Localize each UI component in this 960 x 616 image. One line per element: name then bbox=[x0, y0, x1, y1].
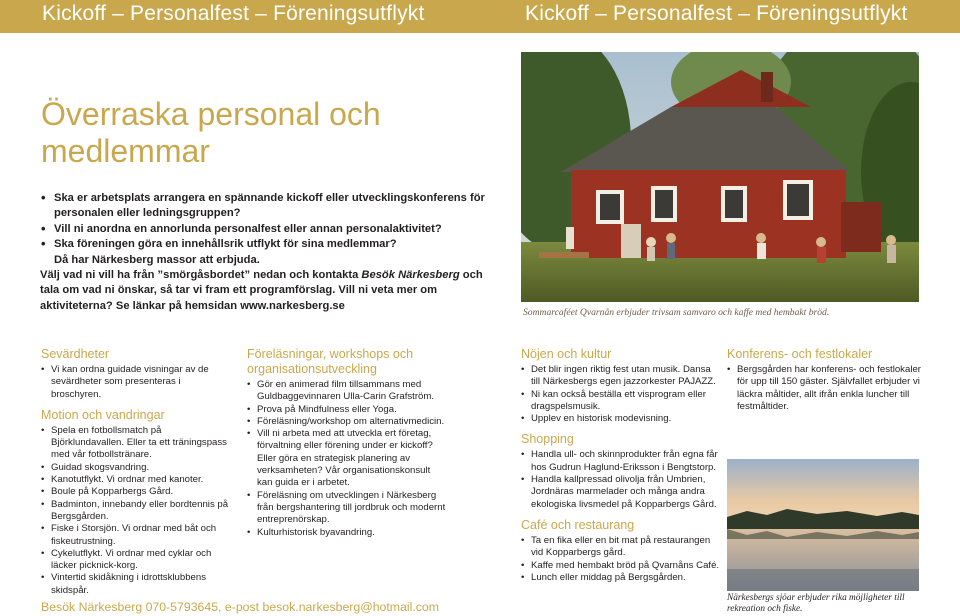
column-noje bbox=[521, 347, 721, 584]
list-motion bbox=[41, 425, 231, 597]
intro-offer: Då har Närkesberg massor att erbjuda. bbox=[54, 253, 260, 266]
list-item: • Guidad skogsvandring. bbox=[41, 462, 231, 474]
list-item: • Fiske i Storsjön. Vi ordnar med båt och fiskeutrustning. bbox=[41, 523, 231, 548]
photo-caption-lake: Närkesbergs sjöar erbjuder rika möjligheter till rekreation och fiske. bbox=[727, 593, 905, 614]
column-forelasningar bbox=[247, 347, 447, 539]
heading-motion: Motion och vandringar bbox=[41, 407, 165, 422]
list-forelasningar bbox=[247, 379, 447, 539]
list-item: • Handla kallpressad olivolja från Umbrien, Jordnäras marmelader och många andra ekologiska livsmedel på Kopparbergs Gård. bbox=[521, 474, 721, 511]
list-item: • Föreläsning om utvecklingen i Närkesberg från bergshantering till jordbruk och modernt entreprenörskap. bbox=[247, 490, 447, 527]
list-shopping bbox=[521, 449, 721, 510]
list-item: • Vill ni arbeta med att utveckla ert företag, förvaltning eller förening under er kickoff? Eller göra en strategisk planering av verksamheten? Vår organisationskonsult kan guida er i arbetet. bbox=[247, 428, 447, 489]
list-item: • Upplev en historisk modevisning. bbox=[521, 413, 721, 425]
page-headline: Överraska personal och medlemmar bbox=[41, 96, 381, 169]
list-item: • Lunch eller middag på Bergsgården. bbox=[521, 572, 721, 584]
list-item: • Kanotutflykt. Vi ordnar med kanoter. bbox=[41, 474, 231, 486]
list-item: • Föreläsning/workshop om alternativmedicin. bbox=[247, 416, 447, 428]
list-item: • Boule på Kopparbergs Gård. bbox=[41, 486, 231, 498]
column-sevardheter bbox=[41, 347, 231, 597]
list-item: • Gör en animerad film tillsammans med Guldbaggevinnaren Ulla-Carin Grafström. bbox=[247, 379, 447, 404]
list-item: • Det blir ingen riktig fest utan musik. Dansa till Närkesbergs egen jazzorkester PAJAZZ. bbox=[521, 364, 721, 389]
column-konferens bbox=[727, 347, 927, 413]
list-item: • Badminton, innebandy eller bordtennis på Bergsgården. bbox=[41, 499, 231, 524]
photo-caption-house: Sommarcaféet Qvarnån erbjuder trivsam samvaro och kaffe med hembakt bröd. bbox=[523, 307, 830, 318]
list-item: • Spela en fotbollsmatch på Björklundavallen. Eller ta ett träningspass med vår fotbollstränare. bbox=[41, 425, 231, 462]
header-title-left: Kickoff – Personalfest – Föreningsutflykt bbox=[42, 2, 425, 25]
list-item: • Cykelutflykt. Vi ordnar med cyklar och läcker picknick-korg. bbox=[41, 548, 231, 573]
list-item: • Vintertid skidåkning i idrottsklubbens skidspår. bbox=[41, 572, 231, 597]
list-item: • Ta en fika eller en bit mat på restaurangen vid Kopparbergs gård. bbox=[521, 535, 721, 560]
list-cafe bbox=[521, 535, 721, 584]
list-item: • Kaffe med hembakt bröd på Qvarnåns Café. bbox=[521, 560, 721, 572]
heading-konferens: Konferens- och festlokaler bbox=[727, 347, 873, 361]
list-item: • Bergsgården har konferens- och festlokaler för upp till 150 gäster. Självfallet erbjuder vi läckra måltider, allt ifrån enkla luncher till festmåltider. bbox=[727, 364, 927, 413]
heading-sevardheter: Sevärdheter bbox=[41, 347, 110, 361]
intro-instructions-b: och tala om vad ni önskar, så tar vi fram ett programförslag. Vill ni veta mer om aktiviteterna? Se länkar på hemsidan www.narkesberg.se bbox=[40, 269, 483, 312]
photo-red-house bbox=[521, 52, 919, 302]
intro-question-2: • Vill ni anordna en annorlunda personalfest eller annan personalaktivitet? bbox=[40, 222, 490, 237]
list-item: • Prova på Mindfulness eller Yoga. bbox=[247, 404, 447, 416]
contact-line: Besök Närkesberg 070-5793645, e-post besok.narkesberg@hotmail.com bbox=[41, 600, 440, 614]
heading-forelasningar: Föreläsningar, workshops och organisationsutveckling bbox=[247, 347, 414, 376]
list-item: • Vi kan ordna guidade visningar av de sevärdheter som presenteras i broschyren. bbox=[41, 364, 231, 401]
header-title-right: Kickoff – Personalfest – Föreningsutflykt bbox=[525, 2, 908, 25]
heading-cafe: Café och restaurang bbox=[521, 517, 635, 532]
list-noje bbox=[521, 364, 721, 425]
intro-question-1: • Ska er arbetsplats arrangera en spännande kickoff eller utvecklingskonferens för personalen eller ledningsgruppen? bbox=[40, 191, 490, 222]
list-item: • Handla ull- och skinnprodukter från egna får hos Gudrun Haglund-Eriksson i Bengtstorp. bbox=[521, 449, 721, 474]
intro-instructions-a: Välj vad ni vill ha från ”smörgåsbordet” nedan och kontakta bbox=[40, 269, 362, 282]
heading-noje: Nöjen och kultur bbox=[521, 347, 612, 361]
intro-instructions bbox=[40, 268, 490, 314]
header-bar bbox=[0, 0, 960, 33]
intro-text bbox=[40, 191, 490, 314]
intro-question-3: • Ska föreningen göra en innehållsrik utflykt för sina medlemmar? bbox=[40, 237, 490, 252]
list-item: • Kulturhistorisk byavandring. bbox=[247, 527, 447, 539]
intro-link-name: Besök Närkesberg bbox=[361, 269, 460, 282]
heading-shopping: Shopping bbox=[521, 432, 574, 447]
photo-lake bbox=[727, 459, 919, 591]
list-item: • Ni kan också beställa ett visprogram eller dragspelsmusik. bbox=[521, 389, 721, 414]
list-sevardheter bbox=[41, 364, 231, 401]
list-konferens bbox=[727, 364, 927, 413]
